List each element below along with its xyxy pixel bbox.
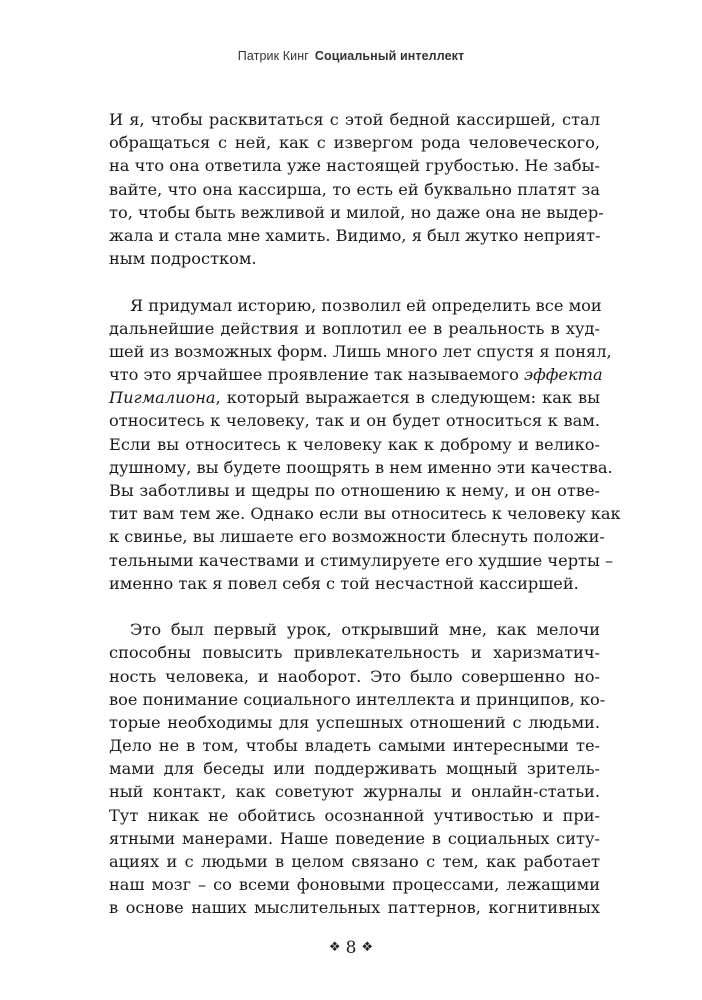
running-header <box>0 49 702 63</box>
text-line: дальнейшие действия и воплотил ее в реальность в худ- <box>109 318 600 338</box>
paragraph <box>109 108 604 270</box>
paragraph <box>109 618 606 919</box>
text-line: Это был первый урок, открывший мне, как мелочи <box>130 620 600 640</box>
text-line: Вы заботливы и щедры по отношению к нему, и он отве- <box>109 481 600 500</box>
text-line: Тут никак не обойтись осознанной учтивостью и при- <box>109 805 600 825</box>
text-line: в основе наших мыслительных паттернов, когнитивных <box>109 898 600 918</box>
header-book-title: Социальный интеллект <box>314 49 465 63</box>
text-line: наш мозг – со всеми фоновыми процессами, лежащими <box>109 875 600 895</box>
text-line: обращаться с ней, как с извергом рода человеческого, <box>109 133 600 153</box>
ornament-right-icon: ❖ <box>361 940 374 955</box>
page-number: 8 <box>345 938 357 958</box>
text-line: Дело не в том, чтобы владеть самыми интересными те- <box>109 736 600 756</box>
text-line: жала и стала мне хамить. Видимо, я был жутко неприят- <box>109 225 601 245</box>
text-line: ным подростком. <box>109 249 257 269</box>
text-line: относитесь к человеку, так и он будет относиться к вам. <box>109 411 600 431</box>
header-author: Патрик Кинг <box>237 49 309 63</box>
text-line: тит вам тем же. Однако если вы относитесь к человеку как <box>109 504 621 524</box>
text-line: И я, чтобы расквитаться с этой бедной кассиршей, стал <box>109 110 600 129</box>
text-line: на что она ответила уже настоящей грубостью. Не забы- <box>109 156 600 176</box>
text-line: способны повысить привлекательность и харизматич- <box>109 643 600 663</box>
text-line: Пигмалиона, который выражается в следующем: как вы <box>109 388 600 408</box>
text-line: вое понимание социального интеллекта и принципов, ко- <box>109 689 606 709</box>
text-line: шей из возможных форм. Лишь много лет спустя я понял, <box>109 341 612 361</box>
text-line: тельными качествами и стимулируете его худшие черты – <box>109 550 614 570</box>
text-line: ятными манерами. Наше поведение в социальных ситу- <box>109 828 600 848</box>
text-line: к свинье, вы лишаете его возможности блеснуть положи- <box>109 527 605 547</box>
text-line: то, чтобы быть вежливой и милой, но даже она не выдер- <box>109 202 604 222</box>
body-text <box>109 108 621 920</box>
text-line: душному, вы будете поощрять в нем именно эти качества. <box>109 457 613 477</box>
text-line: Если вы относитесь к человеку как к доброму и велико- <box>109 434 600 454</box>
text-line: ный контакт, как советуют журналы и онлайн-статьи. <box>109 782 600 802</box>
text-line: Я придумал историю, позволил ей определить все мои <box>130 295 602 315</box>
text-line: вайте, что она кассирша, то есть ей буквально платят за <box>109 179 600 199</box>
italic-term: Пигмалиона <box>109 388 216 408</box>
ornament-left-icon: ❖ <box>328 940 341 955</box>
text-line: ациях и с людьми в целом связано с тем, как работает <box>109 852 600 871</box>
text-line: торые необходимы для успешных отношений с людьми. <box>109 712 600 732</box>
text-line: ность человека, и наоборот. Это было совершенно но- <box>109 666 600 686</box>
paragraph-gap <box>109 270 600 293</box>
page-footer <box>0 938 702 958</box>
text-line: именно так я повел себя с той несчастной кассиршей. <box>109 573 579 593</box>
text-line: что это ярчайшее проявление так называемого эффекта <box>109 365 603 385</box>
italic-term: эффекта <box>524 365 603 385</box>
paragraph-gap <box>109 595 600 618</box>
text-line: мами для беседы или поддерживать мощный зритель- <box>109 759 600 779</box>
paragraph <box>109 294 621 595</box>
